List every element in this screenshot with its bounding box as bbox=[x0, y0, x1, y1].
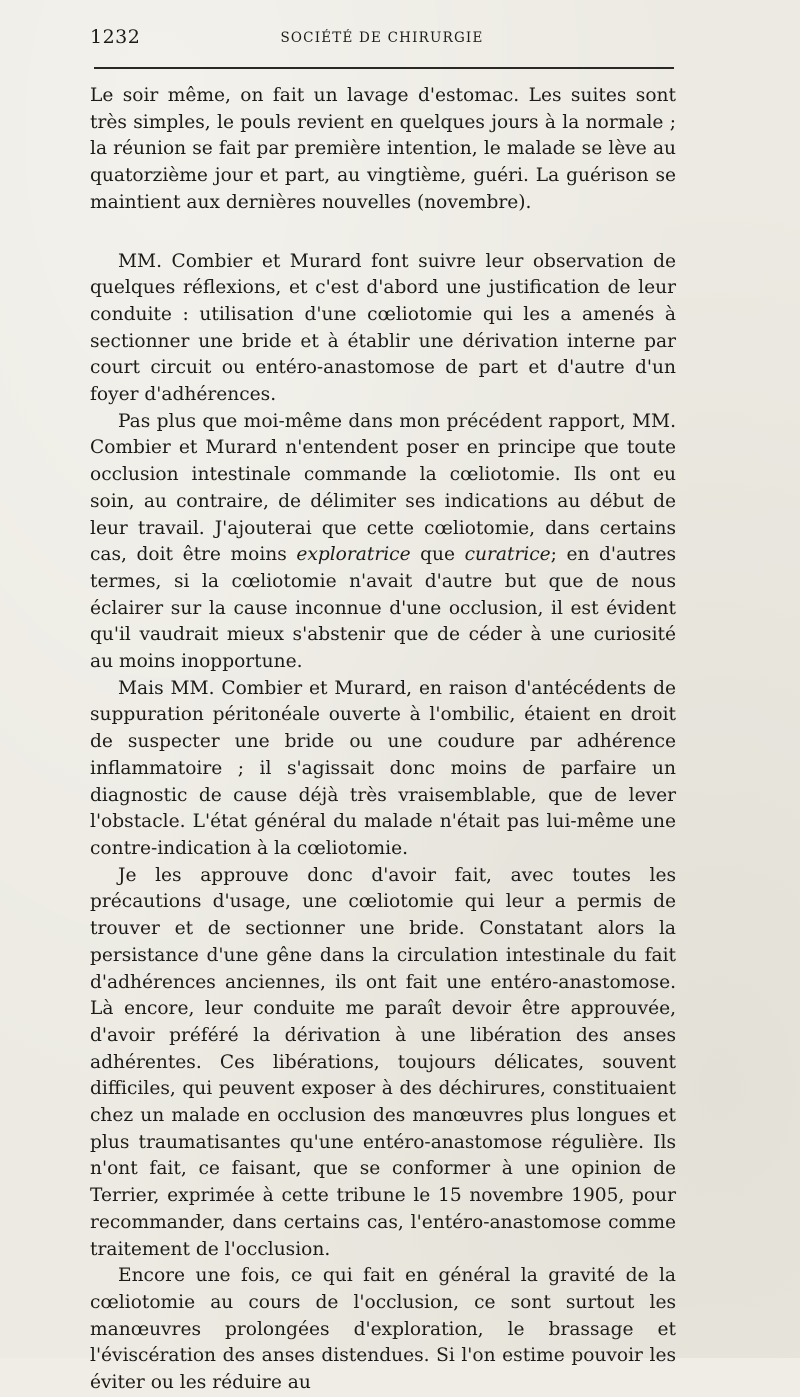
paragraph-3-text-b: que bbox=[410, 544, 465, 566]
italic-term-exploratrice: exploratrice bbox=[296, 544, 411, 566]
paragraph-3-text-a: Pas plus que moi-même dans mon précédent rapport, MM. Combier et Murard n'entendent poser en principe que toute occlusion intestinale commande la cœliotomie. Ils ont eu soin, au contraire, de délimiter ses indications au début de leur travail. J'ajouterai que cette cœliotomie, dans certains cas, doit être moins bbox=[90, 410, 676, 566]
running-head: SOCIÉTÉ DE CHIRURGIE bbox=[280, 30, 484, 46]
paragraph-5: Je les approuve donc d'avoir fait, avec toutes les précautions d'usage, une cœliotomie qui leur a permis de trouver et de sectionner une bride. Constatant alors la persistance d'une gêne dans la circulation intestinale du fait d'adhérences anciennes, ils ont fait une entéro-anastomose. Là encore, leur conduite me paraît devoir être approuvée, d'avoir préféré la dérivation à une libération des anses adhérentes. Ces libérations, toujours délicates, souvent difficiles, qui peuvent exposer à des déchirures, constituaient chez un malade en occlusion des manœuvres plus longues et plus traumatisantes qu'une entéro-anastomose régulière. Ils n'ont fait, ce faisant, que se conformer à une opinion de Terrier, exprimée à cette tribune le 15 novembre 1905, pour recommander, dans certains cas, l'entéro-anastomose comme traitement de l'occlusion. bbox=[90, 864, 676, 1260]
paragraph-6: Encore une fois, ce qui fait en général la gravité de la cœliotomie au cours de l'occlusion, ce sont surtout les manœuvres prolongées d'exploration, le brassage et l'éviscération des anses distendues. Si l'on estime pouvoir les éviter ou les réduire au bbox=[90, 1265, 676, 1394]
paragraph-2: MM. Combier et Murard font suivre leur observation de quelques réflexions, et c'est d'abord une justification de leur conduite : utilisation d'une cœliotomie qui les a amenés à sectionner une bride et à établir une dérivation interne par court circuit ou entéro-anastomose de part et d'autre d'un foyer d'adhérences. bbox=[90, 250, 676, 406]
paragraph-1: Le soir même, on fait un lavage d'estomac. Les suites sont très simples, le pouls revient en quelques jours à la normale ; la réunion se fait par première intention, le malade se lève au quatorzième jour et part, au vingtième, guéri. La guérison se maintient aux dernières nouvelles (novembre). bbox=[90, 85, 676, 213]
italic-term-curatrice: curatrice bbox=[464, 544, 551, 566]
page-number: 1232 bbox=[90, 26, 141, 48]
header-rule bbox=[94, 67, 674, 69]
page-header bbox=[90, 24, 674, 54]
paragraph-gap bbox=[90, 217, 676, 249]
paragraph-3 bbox=[90, 409, 676, 676]
paragraph-3-text-c: ; en d'autres termes, si la cœliotomie n'avait d'autre but que de nous éclairer sur la cause inconnue d'une occlusion, il est évident qu'il vaudrait mieux s'abstenir que de céder à une curiosité au moins inopportune. bbox=[90, 544, 677, 673]
paragraph-4: Mais MM. Combier et Murard, en raison d'antécédents de suppuration péritonéale ouverte à l'ombilic, étaient en droit de suspecter une bride ou une coudure par adhérence inflammatoire ; il s'agissait donc moins de parfaire un diagnostic de cause déjà très vraisemblable, que de lever l'obstacle. L'état général du malade n'était pas lui-même une contre-indication à la cœliotomie. bbox=[90, 677, 676, 859]
body-text bbox=[90, 83, 676, 1397]
